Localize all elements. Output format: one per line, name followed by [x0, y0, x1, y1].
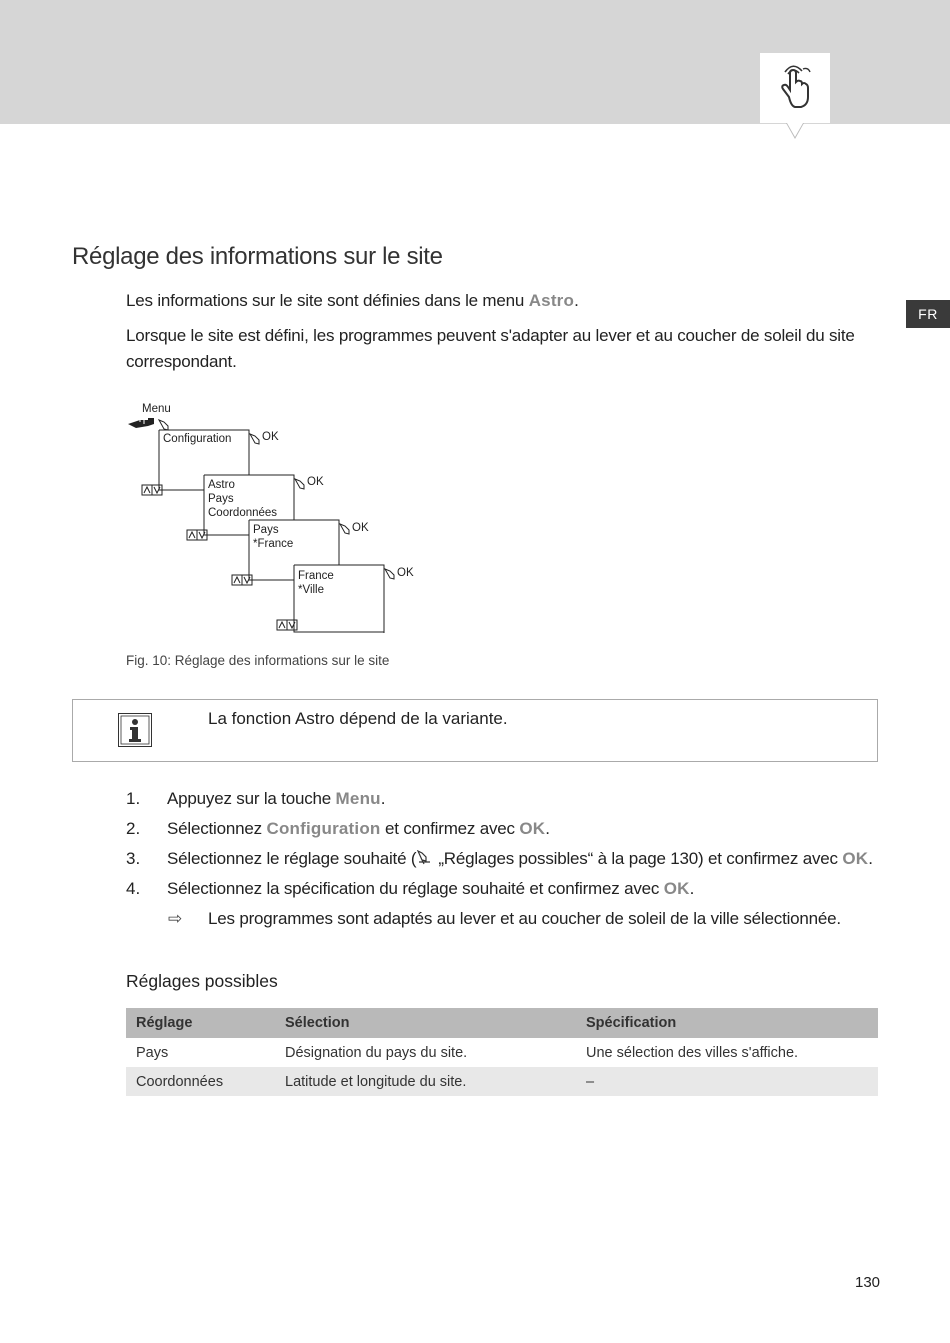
- touch-hand-icon: [775, 63, 815, 111]
- cross-reference-link[interactable]: „Réglages possibles“ à la page 130) et confirmez avec: [438, 849, 843, 868]
- page-number: 130: [855, 1274, 881, 1291]
- menu-term: OK: [519, 819, 546, 838]
- step-text: [167, 876, 694, 902]
- step-text-part: .: [868, 849, 873, 868]
- step-text-part: .: [380, 789, 386, 808]
- ok-label: OK: [307, 476, 324, 488]
- tab-pointer: [787, 123, 803, 137]
- figure-caption: Fig. 10: Réglage des informations sur le site: [126, 653, 390, 668]
- step-text-part: .: [545, 819, 550, 838]
- step-text: [167, 786, 385, 812]
- astro-box-line: Pays: [208, 493, 234, 505]
- step-text: [167, 846, 873, 872]
- france-box-line: France: [298, 570, 334, 582]
- column-header: Sélection: [275, 1008, 576, 1038]
- touch-tab: [760, 53, 830, 123]
- language-tab[interactable]: FR: [906, 300, 950, 328]
- pays-box-line: Pays: [253, 524, 279, 536]
- step-item: [126, 846, 886, 876]
- cross-reference-icon: [416, 850, 434, 866]
- table-header-row: [126, 1008, 878, 1038]
- step-text-part: et confirmez avec: [380, 819, 520, 838]
- column-header: Réglage: [126, 1008, 275, 1038]
- astro-box-line: Astro: [208, 479, 235, 491]
- pays-box-line: *France: [253, 538, 294, 550]
- astro-box-line: Coordonnées: [208, 507, 278, 519]
- ok-label: OK: [397, 567, 414, 579]
- table-cell: Désignation du pays du site.: [285, 1044, 468, 1061]
- step-item: [126, 786, 886, 816]
- info-note: [72, 699, 878, 762]
- table-cell: –: [576, 1067, 878, 1096]
- table-cell: Pays: [136, 1044, 169, 1061]
- result-arrow-icon: ⇨: [168, 909, 183, 928]
- procedure-steps: [126, 786, 886, 936]
- table-cell: Une sélection des villes s'affiche.: [586, 1044, 799, 1061]
- info-icon: [118, 713, 152, 747]
- menu-term: Configuration: [266, 819, 381, 838]
- france-box-line: *Ville: [298, 584, 324, 596]
- column-header: Spécification: [576, 1008, 878, 1038]
- step-text-part: Sélectionnez la spécification du réglage souhaité et confirmez avec: [167, 879, 664, 898]
- step-text-part: Sélectionnez le réglage souhaité (: [167, 849, 417, 868]
- step-text-part: .: [689, 879, 695, 898]
- menu-term: OK: [842, 849, 869, 868]
- menu-navigation-figure: [126, 398, 426, 648]
- step-number: 1.: [126, 789, 141, 808]
- table-row: [126, 1038, 878, 1067]
- pointing-hand-icon: [128, 418, 154, 428]
- step-result: [126, 906, 886, 936]
- step-number: 3.: [126, 849, 141, 868]
- menu-label: Menu: [142, 403, 171, 415]
- intro-paragraph-1: [126, 288, 866, 314]
- step-text-part: Sélectionnez: [167, 819, 267, 838]
- note-text: La fonction Astro dépend de la variante.: [208, 709, 508, 728]
- page-title: Réglage des informations sur le site: [72, 243, 443, 270]
- settings-heading: Réglages possibles: [126, 971, 278, 991]
- config-box-line: Configuration: [163, 433, 232, 445]
- ok-label: OK: [262, 431, 279, 443]
- step-text: [167, 816, 550, 842]
- step-text-part: Appuyez sur la touche: [167, 789, 336, 808]
- step-item: [126, 816, 886, 846]
- table-cell: Latitude et longitude du site.: [275, 1067, 576, 1096]
- menu-diagram: [126, 398, 426, 648]
- intro-text: Les informations sur le site sont définies dans le menu: [126, 291, 529, 310]
- result-text: Les programmes sont adaptés au lever et au coucher de soleil de la ville sélectionnée.: [208, 909, 841, 928]
- intro-punct: .: [574, 291, 579, 310]
- intro-paragraph-2: Lorsque le site est défini, les programmes peuvent s'adapter au lever et au coucher de soleil du site correspondant.: [126, 326, 855, 371]
- table-cell: Coordonnées: [126, 1067, 275, 1096]
- step-number: 2.: [126, 819, 141, 838]
- step-number: 4.: [126, 879, 141, 898]
- settings-table: [126, 1008, 878, 1096]
- menu-term-astro: Astro: [528, 291, 575, 310]
- menu-term: OK: [663, 879, 690, 898]
- menu-term: Menu: [335, 789, 381, 808]
- ok-label: OK: [352, 522, 369, 534]
- table-row: [126, 1067, 878, 1096]
- step-item: [126, 876, 886, 906]
